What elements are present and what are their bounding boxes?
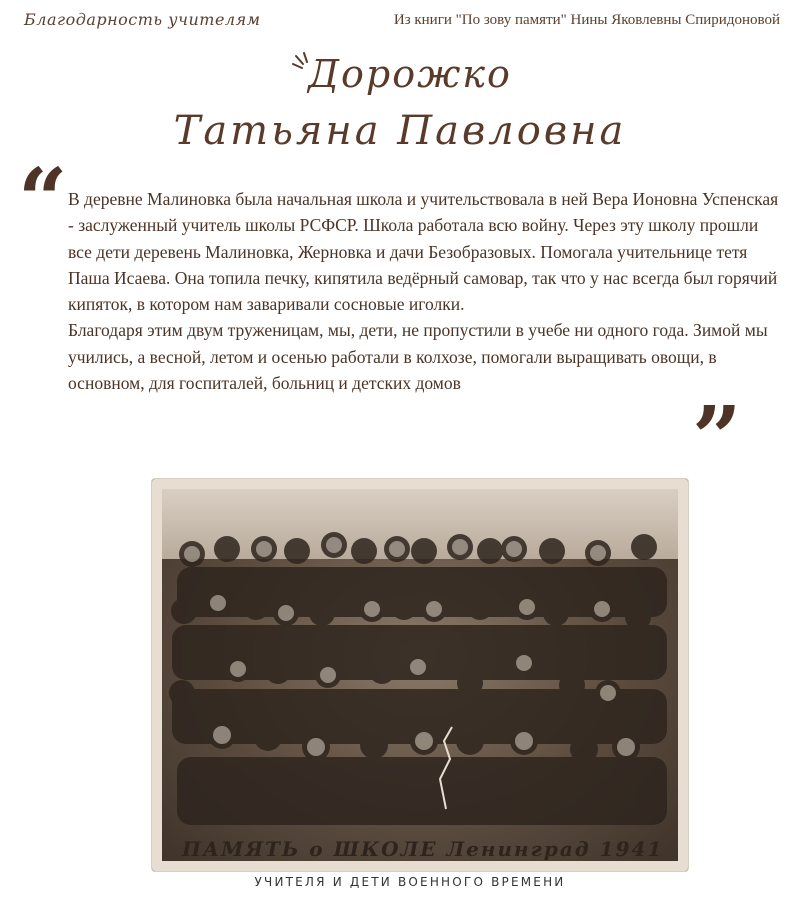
category-label: Благодарность учителям [24, 10, 261, 29]
quote-paragraph-1: В деревне Малиновка была начальная школа и учительствовала в ней Вера Ионовна Успенская - заслуженный учитель школы РСФСР. Школа работала всю войну. Через эту школу прошли все дети деревень Малиновка, Жерновка и дачи Безобразовых. Помогала учительнице тетя Паша Исаева. Она топила печку, кипятила ведёрный самовар, так что у нас всегда был горячий кипяток, в котором нам заваривали сосновые иголки. [68, 189, 779, 315]
quote-open-mark: “ [18, 150, 68, 251]
photo-frame [152, 479, 688, 871]
source-note: Из книги "По зову памяти" Нины Яковлевны Спиридоновой [393, 12, 780, 28]
class-photo [152, 479, 688, 871]
quote-close-mark: ” [692, 388, 742, 489]
photo-caption: УЧИТЕЛЯ И ДЕТИ ВОЕННОГО ВРЕМЕНИ [254, 875, 566, 889]
title-surname: Дорожко [308, 52, 512, 96]
title-name: Татьяна Павловна [173, 108, 627, 154]
quote-paragraph-2: Благодаря этим двум труженицам, мы, дети, не пропустили в учебе ни одного года. Зимой мы учились, а весной, летом и осенью работали в колхозе, помогали выращивать овощи, в основном, для госпиталей, больниц и детских домов [68, 320, 768, 394]
quote-text [68, 186, 780, 396]
photo-inscription: ПАМЯТЬ о ШКОЛЕ Ленинград 1941 [182, 837, 664, 861]
